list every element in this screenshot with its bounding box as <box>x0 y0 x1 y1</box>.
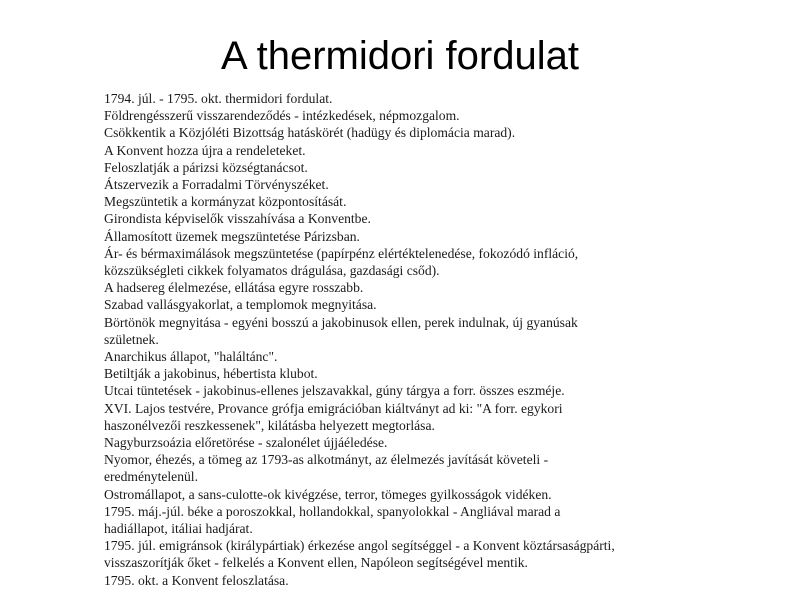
text-line: Államosított üzemek megszüntetése Párizsban. <box>104 228 360 244</box>
text-line: eredménytelenül. <box>104 469 198 485</box>
text-line: Nagyburzsoázia előretörése - szalonélet újjáéledése. <box>104 435 388 451</box>
text-line: Utcai tüntetések - jakobinus-ellenes jelszavakkal, gúny tárgya a forr. összes eszméje. <box>104 383 565 399</box>
slide-body-text <box>104 90 684 589</box>
text-line: haszonélvezői reszkessenek", kilátásba helyezett megtorlása. <box>104 417 435 433</box>
text-line: 1794. júl. - 1795. okt. thermidori fordulat. <box>104 91 333 106</box>
text-line: születnek. <box>104 331 159 347</box>
text-line: A hadsereg élelmezése, ellátása egyre rosszabb. <box>104 280 364 296</box>
text-line: visszaszorítják őket - felkelés a Konvent ellen, Napóleon segítségével mentik. <box>104 555 528 571</box>
slide-title: A thermidori fordulat <box>221 34 579 78</box>
text-line: Feloszlatják a párizsi községtanácsot. <box>104 159 308 175</box>
text-line: hadiállapot, itáliai hadjárat. <box>104 521 253 537</box>
text-line: Átszervezik a Forradalmi Törvényszéket. <box>104 177 329 193</box>
text-line: Megszüntetik a kormányzat központosítását. <box>104 194 347 210</box>
text-line: Betiltják a jakobinus, hébertista klubot. <box>104 366 318 382</box>
text-line: Nyomor, éhezés, a tömeg az 1793-as alkotmányt, az élelmezés javítását követeli - <box>104 452 549 468</box>
text-line: Szabad vallásgyakorlat, a templomok megnyitása. <box>104 297 377 313</box>
text-line: 1795. júl. emigránsok (királypártiak) érkezése angol segítséggel - a Konvent köztársaságpárti, <box>104 538 615 554</box>
text-line: 1795. okt. a Konvent feloszlatása. <box>104 572 289 588</box>
text-line: 1795. máj.-júl. béke a poroszokkal, hollandokkal, spanyolokkal - Angliával marad a <box>104 503 561 519</box>
text-line: A Konvent hozza újra a rendeleteket. <box>104 142 306 158</box>
text-line: Ár- és bérmaximálások megszüntetése (papírpénz elértéktelenedése, fokozódó infláció, <box>104 245 579 261</box>
text-line: Ostromállapot, a sans-culotte-ok kivégzése, terror, tömeges gyilkosságok vidéken. <box>104 486 552 502</box>
text-line: Csökkentik a Közjóléti Bizottság hatáskörét (hadügy és diplomácia marad). <box>104 125 516 141</box>
text-line: Börtönök megnyitása - egyéni bosszú a jakobinusok ellen, perek indulnak, új gyanúsak <box>104 314 578 330</box>
text-line: Girondista képviselők visszahívása a Konventbe. <box>104 211 371 227</box>
text-line: közszükségleti cikkek folyamatos drágulása, gazdasági csőd). <box>104 263 440 279</box>
text-line: Földrengésszerű visszarendeződés - intézkedések, népmozgalom. <box>104 108 460 124</box>
text-line: XVI. Lajos testvére, Provance grófja emigrációban kiáltványt ad ki: "A forr. egykori <box>104 400 563 416</box>
text-line: Anarchikus állapot, "haláltánc". <box>104 349 278 365</box>
